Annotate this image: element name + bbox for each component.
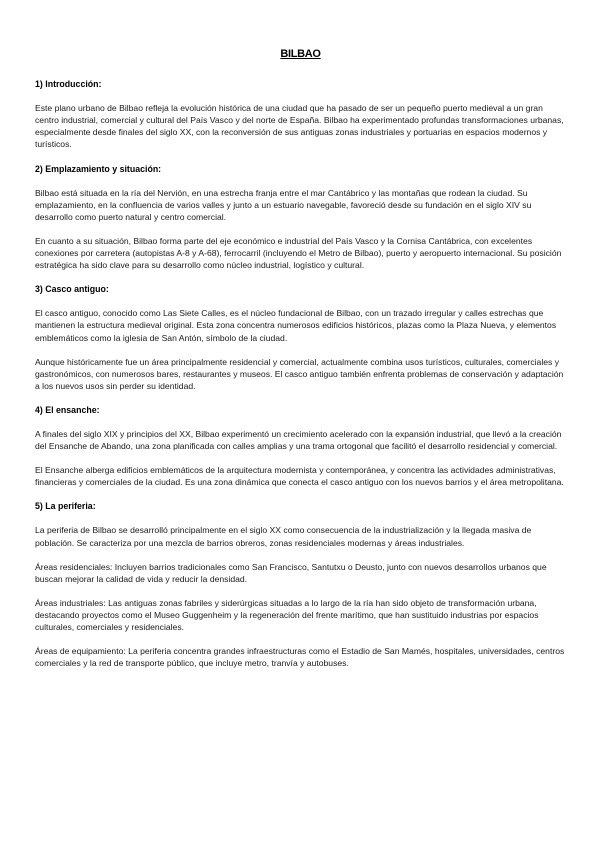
paragraph: Este plano urbano de Bilbao refleja la evolución histórica de una ciudad que ha pasado de ser un pequeño puerto medieval a un gran centro industrial, comercial y cultural del País Vasco y del norte de España. Bilbao ha experimentado profundas transformaciones urbanas, especialmente desde finales del siglo XX, con la reconversión de sus antiguas zonas industriales y portuarias en espacios modernos y turísticos. (35, 103, 564, 150)
paragraph: El casco antiguo, conocido como Las Siete Calles, es el núcleo fundacional de Bilbao, con un trazado irregular y calles estrechas que mantienen la estructura medieval original. Esta zona concentra numerosos edificios históricos, plazas como la Plaza Nueva, y elementos emblemáticos como la iglesia de San Antón, símbolo de la ciudad. (35, 308, 557, 343)
section-heading: 4) El ensanche: (35, 404, 100, 415)
section-casco-antiguo (35, 283, 566, 392)
section-emplazamiento (35, 163, 566, 272)
paragraph: A finales del siglo XIX y principios del XX, Bilbao experimentó un crecimiento acelerado con la expansión industrial, que llevó a la creación del Ensanche de Abando, una zona planificada con calles amplias y una trama ortogonal que facilitó el desarrollo residencial y comercial. (35, 428, 562, 452)
paragraph: Aunque históricamente fue un área principalmente residencial y comercial, actualmente combina usos turísticos, culturales, comerciales y gastronómicos, con numerosos bares, restaurantes y museos. El casco antiguo también enfrenta problemas de conservación y adaptación a los nuevos usos sin perder su identidad. (35, 356, 564, 391)
paragraph: Bilbao está situada en la ría del Nervión, en una estrecha franja entre el mar Cantábrico y las montañas que rodean la ciudad. Su emplazamiento, en la confluencia de varios valles y junto a un estuario navegable, favoreció desde su fundación en el siglo XIV su desarrollo como puerto natural y centro comercial. (35, 187, 532, 222)
paragraph: Áreas industriales: Las antiguas zonas fabriles y siderúrgicas situadas a lo largo de la ría han sido objeto de transformación urbana, destacando proyectos como el Museo Guggenheim y la regeneración del frente marítimo, que han sustituido industrias por espacios culturales, comerciales y residenciales. (35, 597, 539, 632)
paragraph: Áreas residenciales: Incluyen barrios tradicionales como San Francisco, Santutxu o Deusto, junto con nuevos desarrollos urbanos que buscan mejorar la calidad de vida y reducir la densidad. (35, 561, 547, 584)
section-heading: 1) Introducción: (35, 79, 102, 90)
page-title: BILBAO (280, 48, 321, 60)
section-heading: 2) Emplazamiento y situación: (35, 163, 162, 174)
paragraph: La periferia de Bilbao se desarrolló principalmente en el siglo XX como consecuencia de la industrialización y la llegada masiva de población. Se caracteriza por una mezcla de barrios obreros, zonas residenciales modernas y áreas industriales. (35, 525, 532, 548)
section-ensanche (35, 404, 566, 488)
section-periferia (35, 500, 566, 669)
section-heading: 5) La periferia: (35, 501, 96, 512)
paragraph: El Ensanche alberga edificios emblemáticos de la arquitectura modernista y contemporánea, y concentra las actividades administrativas, financieras y comerciales de la ciudad. Es una zona dinámica que conecta el casco antiguo con los nuevos barrios y el área metropolitana. (35, 465, 564, 488)
section-heading: 3) Casco antiguo: (35, 284, 109, 295)
paragraph: Áreas de equipamiento: La periferia concentra grandes infraestructuras como el Estadio de San Mamés, hospitales, universidades, centros comerciales y la red de transporte público, que incluye metro, tranvía y autobuses. (35, 646, 565, 669)
paragraph: En cuanto a su situación, Bilbao forma parte del eje económico e industrial del País Vasco y la Cornisa Cantábrica, con excelentes conexiones por carretera (autopistas A-8 y A-68), ferrocarril (incluyendo el Metro de Bilbao), puerto y aeropuerto internacional. Su posición estratégica ha sido clave para su desarrollo como núcleo industrial, logístico y cultural. (35, 235, 562, 271)
section-introduccion (35, 78, 566, 150)
